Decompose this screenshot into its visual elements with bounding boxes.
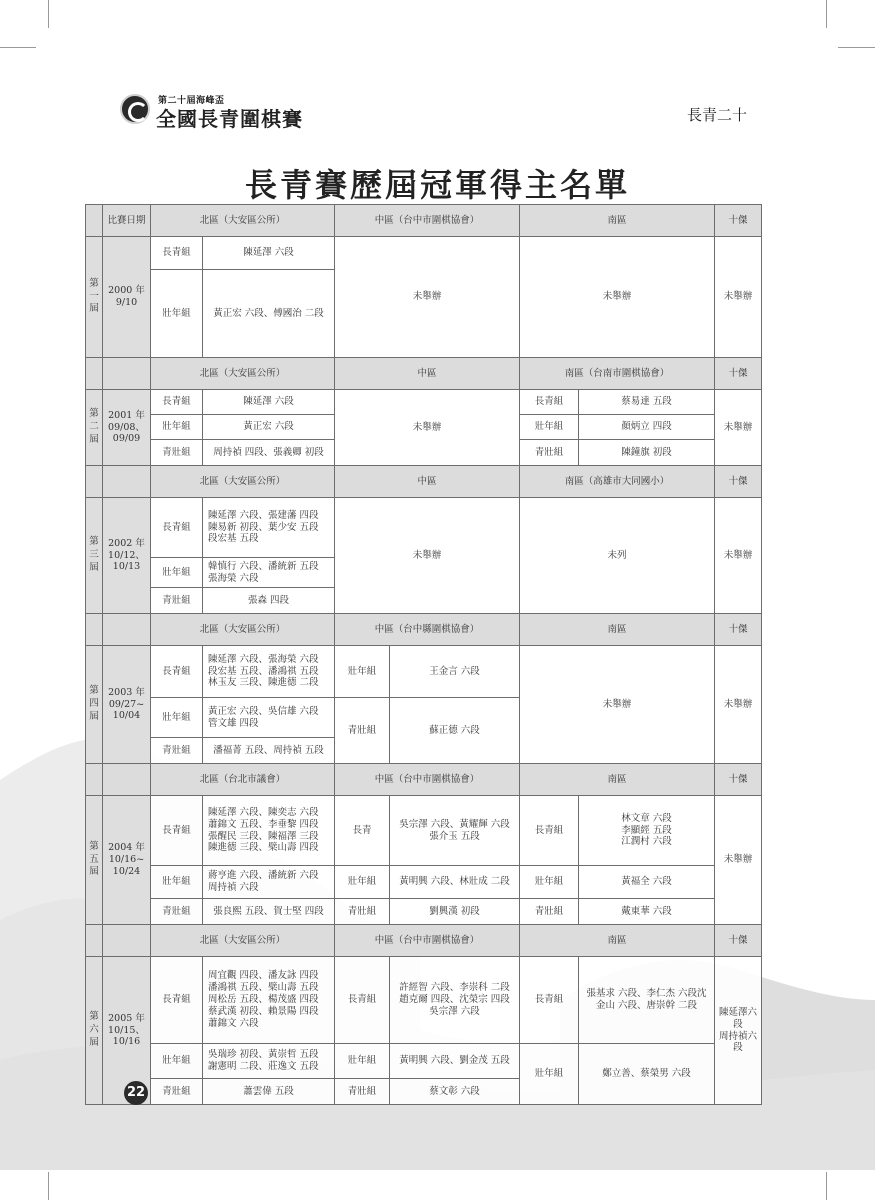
region-header-central: 中區（台中市圍棋協會） — [335, 925, 520, 957]
region-header-central: 中區 — [335, 466, 520, 498]
winners — [390, 899, 520, 925]
winners — [390, 698, 520, 764]
winners — [390, 957, 520, 1044]
session-char: 第 — [89, 1011, 99, 1023]
winner-line: 蔡文彰 六段 — [429, 1085, 480, 1097]
header-corner — [103, 614, 151, 646]
region-header-south: 南區 — [520, 925, 715, 957]
header-corner — [86, 466, 103, 498]
table-row — [86, 764, 762, 796]
date-line: 2002 年 — [108, 537, 145, 549]
session-number — [86, 390, 103, 466]
winner-line: 潘福菁 五段、周持禎 五段 — [213, 744, 324, 756]
crop-mark — [48, 1172, 49, 1200]
table-row — [86, 358, 762, 390]
winner-line: 陳延澤 六段、陳奕志 六段 — [208, 806, 319, 818]
session-char: 第 — [89, 536, 99, 548]
tenbest-status: 未舉辦 — [715, 237, 762, 358]
winners — [390, 866, 520, 899]
group-name: 長青組 — [151, 646, 203, 698]
header-date: 比賽日期 — [103, 205, 151, 237]
region-header-north: 北區（大安區公所） — [151, 614, 335, 646]
winners — [203, 390, 335, 415]
winner-line: 蔡易達 五段 — [621, 396, 672, 408]
group-name: 壯年組 — [520, 866, 579, 899]
region-header-central: 中區（台中市圍棋協會） — [335, 764, 520, 796]
winner-line: 陳易新 初段、葉少安 五段 — [208, 521, 319, 533]
session-number — [86, 957, 103, 1105]
winners — [203, 957, 335, 1044]
session-number — [86, 498, 103, 614]
crop-mark — [826, 0, 827, 28]
winners — [390, 1079, 520, 1105]
winners — [203, 899, 335, 925]
winner-line: 陳延澤 六段、張建藩 四段 — [208, 509, 319, 521]
match-date — [103, 390, 151, 466]
region-header-tenbest: 十傑 — [715, 764, 762, 796]
winner-line: 陳延澤 六段 — [243, 247, 294, 259]
region-header-central: 中區（台中縣圍棋協會） — [335, 614, 520, 646]
winner-line: 周持禎 四段、張義卿 初段 — [213, 446, 324, 458]
session-char: 屆 — [89, 561, 99, 573]
crop-mark — [48, 0, 49, 28]
group-name: 青壯組 — [151, 738, 203, 764]
match-date — [103, 646, 151, 764]
winner-line: 張良熙 五段、賀士堅 四段 — [213, 905, 324, 917]
winner-line: 潘鴻祺 五段、檗山壽 五段 — [208, 982, 319, 994]
winner-line: 張海榮 六段 — [208, 572, 259, 584]
header-corner — [103, 466, 151, 498]
date-line: 10/12、 — [108, 549, 145, 561]
group-name: 壯年組 — [151, 698, 203, 738]
winner-line: 蔣亨進 六段、潘統新 六段 — [208, 870, 319, 882]
winners — [579, 957, 715, 1044]
winner-line: 李顯經 五段 — [621, 824, 672, 836]
winner-line: 陳進德 三段、檗山壽 四段 — [208, 842, 319, 854]
tenbest-status: 未舉辦 — [715, 498, 762, 614]
winners — [203, 237, 335, 270]
table-row — [86, 866, 762, 899]
winners — [203, 588, 335, 614]
tenbest-status: 未舉辦 — [715, 390, 762, 466]
date-line: 09/08、 — [108, 421, 145, 433]
winner-line: 陳鐘旗 初段 — [621, 446, 672, 458]
session-char: 屆 — [89, 303, 99, 315]
group-name: 長青組 — [151, 957, 203, 1044]
central-status: 未舉辦 — [335, 498, 520, 614]
group-name: 壯年組 — [335, 866, 390, 899]
tenbest-winners — [715, 957, 762, 1105]
winners — [579, 415, 715, 440]
header-corner — [103, 358, 151, 390]
winner-line: 張森 四段 — [247, 594, 290, 606]
date-line: 2004 年 — [108, 842, 145, 854]
group-name: 壯年組 — [151, 270, 203, 358]
winner-line: 管文雄 四段 — [208, 717, 259, 729]
group-name: 壯年組 — [151, 558, 203, 588]
date-line: 10/15、 — [108, 1024, 145, 1036]
table-row — [86, 899, 762, 925]
crop-mark — [0, 47, 36, 48]
group-name: 壯年組 — [151, 866, 203, 899]
table-row — [86, 237, 762, 270]
date-line: 10/16 — [112, 1036, 141, 1048]
crop-mark — [826, 1172, 827, 1200]
session-char: 第 — [89, 408, 99, 420]
group-name: 長青 — [335, 796, 390, 866]
tournament-logo — [120, 88, 330, 131]
winner-line: 韓慎行 六段、潘統新 五段 — [208, 560, 319, 572]
header-corner — [86, 764, 103, 796]
region-header-north: 北區（台北市議會） — [151, 764, 335, 796]
winner-line: 蕭雲偉 五段 — [243, 1085, 294, 1097]
winner-line: 黃福全 六段 — [621, 876, 672, 888]
table-row — [86, 925, 762, 957]
winners — [203, 270, 335, 358]
group-name: 青壯組 — [151, 588, 203, 614]
table-row — [86, 796, 762, 866]
tenbest-status: 未舉辦 — [715, 796, 762, 925]
group-name: 青壯組 — [520, 899, 579, 925]
region-header-south: 南區（高雄市大同國小） — [520, 466, 715, 498]
logo-title: 全國長青圍棋賽 — [156, 107, 303, 131]
table-row — [86, 466, 762, 498]
group-name: 青壯組 — [151, 899, 203, 925]
session-char: 四 — [89, 698, 99, 710]
winner-line: 江潤村 六段 — [621, 836, 672, 848]
group-name: 青壯組 — [151, 440, 203, 466]
session-char: 屆 — [89, 1036, 99, 1048]
page-number: 22 — [124, 1081, 148, 1105]
date-line: 10/04 — [112, 710, 141, 722]
match-date — [103, 957, 151, 1105]
header-corner — [86, 614, 103, 646]
winner-line: 周宜觀 四段、潘友詠 四段 — [208, 970, 319, 982]
group-name: 青壯組 — [335, 899, 390, 925]
region-header-south: 南區 — [520, 614, 715, 646]
south-status: 未列 — [520, 498, 715, 614]
winner-line: 王金言 六段 — [429, 665, 480, 677]
session-char: 六 — [89, 1024, 99, 1036]
winner-line: 林玉友 三段、陳進德 二段 — [208, 677, 319, 689]
winners — [390, 796, 520, 866]
region-header-tenbest: 十傑 — [715, 614, 762, 646]
crop-mark — [838, 47, 875, 48]
header-corner — [86, 358, 103, 390]
group-name: 壯年組 — [335, 646, 390, 698]
group-name: 壯年組 — [335, 1044, 390, 1079]
region-header-tenbest: 十傑 — [715, 466, 762, 498]
region-header-south: 南區 — [520, 764, 715, 796]
session-char: 三 — [89, 549, 99, 561]
winners — [390, 1044, 520, 1079]
table-row — [86, 205, 762, 237]
session-char: 第 — [89, 840, 99, 852]
winner-line: 張醒民 三段、陳福澤 三段 — [208, 830, 319, 842]
table-row — [86, 390, 762, 415]
winner-line: 鄭立善、蔡榮男 六段 — [602, 1068, 691, 1080]
session-char: 二 — [89, 421, 99, 433]
winner-line: 戴東華 六段 — [621, 905, 672, 917]
date-line: 09/09 — [112, 433, 141, 445]
winners — [203, 866, 335, 899]
date-line: 10/16~ — [108, 854, 145, 866]
date-line: 09/27~ — [108, 698, 145, 710]
group-name: 青壯組 — [520, 440, 579, 466]
table-row — [86, 614, 762, 646]
winners — [203, 415, 335, 440]
page-label: 長青二十 — [686, 106, 747, 124]
winners — [579, 899, 715, 925]
match-date — [103, 796, 151, 925]
region-header-south: 南區（台南市圍棋協會） — [520, 358, 715, 390]
winners — [203, 698, 335, 738]
match-date — [103, 237, 151, 358]
winner-line: 段宏基 五段、潘鴻祺 五段 — [208, 665, 319, 677]
winner-line: 周松岳 五段、楊茂盛 四段 — [208, 994, 319, 1006]
south-status: 未舉辦 — [520, 646, 715, 764]
winner-line: 段宏基 五段 — [208, 533, 259, 545]
winner-line: 黃正宏 六段、吳信雄 六段 — [208, 705, 319, 717]
winners — [390, 646, 520, 698]
table-row — [86, 957, 762, 1044]
table-row — [86, 498, 762, 558]
winner-line: 劉興漢 初段 — [429, 905, 480, 917]
page-title: 長青賽歷屆冠軍得主名單 — [244, 166, 630, 204]
winner-line: 蕭錦文 五段、李垂黎 四段 — [208, 818, 319, 830]
winners — [203, 796, 335, 866]
region-header-north: 北區（大安區公所） — [151, 358, 335, 390]
table-row — [86, 646, 762, 698]
winners — [579, 390, 715, 415]
region-header-tenbest: 十傑 — [715, 358, 762, 390]
session-char: 五 — [89, 853, 99, 865]
winners — [203, 1044, 335, 1079]
champions-table — [85, 204, 762, 1105]
date-line: 2005 年 — [108, 1012, 145, 1024]
header-corner — [86, 925, 103, 957]
winner-line: 金山 六段、唐崇幹 二段 — [596, 1000, 698, 1011]
session-number — [86, 796, 103, 925]
group-name: 壯年組 — [520, 415, 579, 440]
winners — [203, 1079, 335, 1105]
winners — [579, 866, 715, 899]
group-name: 長青組 — [335, 957, 390, 1044]
group-name: 壯年組 — [520, 1044, 579, 1105]
winner-line: 許經智 六段、李崇科 二段 — [399, 982, 510, 994]
winners — [579, 796, 715, 866]
region-header-tenbest: 十傑 — [715, 925, 762, 957]
date-line: 9/10 — [115, 297, 138, 308]
winner-line: 黃正宏 六段 — [243, 421, 294, 433]
group-name: 長青組 — [520, 796, 579, 866]
session-char: 屆 — [89, 866, 99, 878]
winners — [203, 646, 335, 698]
winners — [579, 1044, 715, 1105]
date-line: 2003 年 — [108, 686, 145, 698]
winner-line: 陳延澤六段 — [719, 1006, 758, 1030]
winner-line: 謝憲明 二段、莊逸文 五段 — [208, 1061, 319, 1072]
winners — [579, 440, 715, 466]
winner-line: 吳宗澤 六段、黃耀輝 六段 — [399, 818, 510, 830]
central-status: 未舉辦 — [335, 390, 520, 466]
table-row — [86, 1044, 762, 1079]
date-line: 10/24 — [112, 865, 141, 877]
winners — [203, 558, 335, 588]
header-corner — [86, 205, 103, 237]
header-tenbest: 十傑 — [715, 205, 762, 237]
date-line: 2001 年 — [108, 409, 145, 421]
header-corner — [103, 925, 151, 957]
winner-line: 黃明興 六段、林壯成 二段 — [399, 876, 510, 888]
winner-line: 蔡武漢 初段、賴景陽 四段 — [208, 1005, 319, 1017]
group-name: 青壯組 — [151, 1079, 203, 1105]
winner-line: 吳瑞珍 初段、黃崇哲 五段 — [208, 1049, 319, 1061]
match-date — [103, 498, 151, 614]
header-corner — [103, 764, 151, 796]
winner-line: 顏炳立 四段 — [621, 421, 672, 433]
winners — [203, 738, 335, 764]
session-char: 一 — [89, 290, 99, 302]
group-name: 長青組 — [151, 237, 203, 270]
group-name: 長青組 — [151, 390, 203, 415]
region-header-north: 北區（大安區公所） — [151, 925, 335, 957]
session-char: 屆 — [89, 710, 99, 722]
winner-line: 陳延澤 六段 — [243, 396, 294, 408]
group-name: 壯年組 — [151, 415, 203, 440]
winner-line: 黃正宏 六段、傅國治 二段 — [213, 307, 324, 319]
logo-emblem-icon — [120, 94, 150, 124]
session-char: 第 — [89, 277, 99, 289]
date-line: 10/13 — [112, 561, 141, 573]
logo-subtitle: 第二十屆海峰盃 — [158, 96, 225, 106]
winner-line: 蕭錦文 六段 — [208, 1017, 259, 1029]
group-name: 長青組 — [520, 957, 579, 1044]
group-name: 長青組 — [520, 390, 579, 415]
group-name: 長青組 — [151, 498, 203, 558]
winner-line: 蘇正德 六段 — [429, 724, 480, 736]
winners — [203, 498, 335, 558]
group-name: 長青組 — [151, 796, 203, 866]
session-char: 第 — [89, 685, 99, 697]
winner-line: 陳延澤 六段、張海榮 六段 — [208, 653, 319, 665]
winner-line: 張介玉 五段 — [429, 830, 480, 842]
winner-line: 吳宗澤 六段 — [429, 1005, 480, 1017]
session-number — [86, 237, 103, 358]
header-south: 南區 — [520, 205, 715, 237]
winner-line: 林文章 六段 — [621, 812, 672, 824]
group-name: 青壯組 — [335, 698, 390, 764]
winners — [203, 440, 335, 466]
region-header-central: 中區 — [335, 358, 520, 390]
date-line: 2000 年 — [108, 285, 145, 297]
region-header-north: 北區（大安區公所） — [151, 466, 335, 498]
winner-line: 張基求 六段、李仁杰 六段沈 — [586, 988, 707, 1000]
session-number — [86, 646, 103, 764]
group-name: 壯年組 — [151, 1044, 203, 1079]
central-status: 未舉辦 — [335, 237, 520, 358]
group-name: 青壯組 — [335, 1079, 390, 1105]
header-central: 中區（台中市圍棋協會） — [335, 205, 520, 237]
session-char: 屆 — [89, 433, 99, 445]
tenbest-status: 未舉辦 — [715, 646, 762, 764]
winner-line: 黃明興 六段、劉金茂 五段 — [399, 1055, 510, 1067]
winner-line: 周持禎六段 — [719, 1030, 758, 1054]
header-north: 北區（大安區公所） — [151, 205, 335, 237]
south-status: 未舉辦 — [520, 237, 715, 358]
winner-line: 周持禎 六段 — [208, 882, 259, 893]
winner-line: 趙克爾 四段、沈榮宗 四段 — [399, 994, 510, 1006]
